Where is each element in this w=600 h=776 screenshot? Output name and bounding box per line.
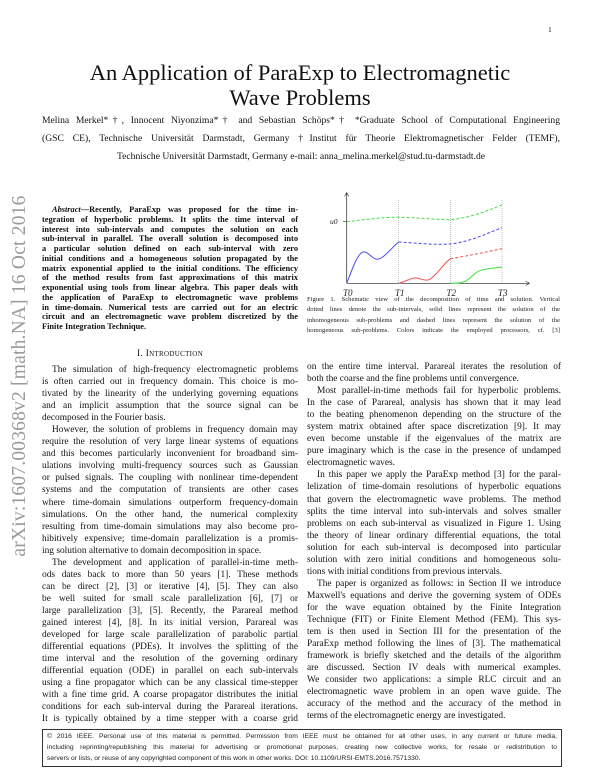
- abstract-line: interest into sub-intervals and computes the solution on each: [42, 224, 298, 234]
- paragraph-line: ulations involving multi-frequency sources such as Gaussian: [42, 461, 298, 472]
- paragraph-line: solution for each sub-interval is decomposed into particular: [307, 542, 561, 553]
- paragraph-line: hibitively expensive; time-domain parallelization is a promis-: [42, 533, 298, 544]
- abstract-text: —Recently, ParaExp was proposed for the time in-: [80, 205, 298, 214]
- paragraph-line: electromagnetic wave problem in an open wave guide. The: [307, 687, 561, 698]
- paragraph-line: In the case of Parareal, analysis has shown that it may lead: [307, 398, 561, 409]
- figure-1-caption: [307, 295, 560, 337]
- paragraph-line: splits the time interval into sub-intervals and solves smaller: [307, 506, 561, 517]
- copyright-line: © 2016 IEEE. Personal use of this material is permitted. Permission from IEEE must be obtained for all other uses, in any current or future media,: [47, 733, 557, 740]
- paragraph-line: to the beating phenomenon depending on the structure of the: [307, 410, 561, 421]
- x-label-t0: T0: [343, 288, 353, 298]
- copyright-line: servers or lists, or reuse of any copyrighted component of this work in other works. DOI: 10.1109/URSI-EMTS.2016.7571330.: [47, 754, 421, 762]
- paragraph-line: We consider two applications: a simple RLC circuit and an: [307, 675, 561, 686]
- inhomogeneous-solution-processor1: [347, 242, 399, 283]
- paragraph-line: electromagnetic waves.: [307, 458, 395, 469]
- copyright-notice-box: [42, 729, 562, 767]
- paragraph-line: conditions for each sub-interval during the Parareal iterations.: [42, 702, 298, 713]
- paragraph-line: are discussed. Section IV deals with numerical examples.: [307, 663, 561, 674]
- paragraph-line: resulting from time-domain simulations may also become pro-: [42, 521, 298, 532]
- paragraph-line: terms of the electromagnetic energy are investigated.: [307, 711, 506, 722]
- title-line: Wave Problems: [229, 85, 371, 110]
- x-label-t3: T3: [498, 288, 508, 298]
- paragraph-line: The paper is organized as follows: in Section II we introduce: [317, 578, 561, 589]
- paragraph-line: The simulation of high-frequency electromagnetic problems: [52, 365, 298, 375]
- abstract-line: Finite Integration Technique.: [42, 322, 147, 331]
- paragraph: [42, 557, 298, 726]
- figure-plot: [300, 190, 560, 300]
- paragraph-line: framework is briefly sketched and the details of the algorithm: [307, 651, 561, 662]
- paragraph-line: lelization of time-domain resolutions of hyperbolic equations: [307, 482, 561, 493]
- paragraph-line: solution with zero initial conditions and homogeneous solu-: [307, 554, 561, 565]
- abstract-line: [42, 205, 298, 215]
- paper-title: [40, 60, 560, 110]
- paragraph-line: that govern the electromagnetic wave problems. The method: [307, 494, 561, 505]
- section-heading-introduction: I. Introduction: [137, 349, 203, 359]
- arxiv-identifier-stamp: arXiv:1607.00368v2 [math.NA] 16 Oct 2016: [9, 195, 30, 557]
- paragraph-line: Most parallel-in-time methods fail for hyperbolic problems.: [317, 386, 561, 397]
- x-label-t1: T1: [395, 288, 405, 298]
- paragraph-line: where time-domain simulations outperform frequency-domain: [42, 497, 298, 508]
- paragraph-line: for the wave equation obtained by the Finite Integration: [307, 602, 561, 613]
- figure-1-schematic: [300, 190, 560, 300]
- paragraph-line: can be direct [2], [3] or iterative [4], [5]. They can also: [42, 581, 298, 592]
- abstract-line: matrix exponential applied to the initial conditions. The efficiency: [42, 263, 298, 273]
- abstract-line: circuit and an electromagnetic wave problem discretized by the: [42, 312, 298, 322]
- author-line: Melina Merkel*†, Innocent Niyonzima*† and Sebastian Schöps*† *Graduate School of Computational Engineering: [42, 115, 560, 126]
- inhomogeneous-solution-processor2: [399, 259, 451, 284]
- abstract-line: the application of ParaExp to electromagnetic wave problems: [42, 292, 298, 302]
- paragraph-line: tions with initial conditions from previous intervals.: [307, 566, 503, 577]
- x-label-t2: T2: [446, 288, 457, 298]
- abstract-line: exponential using tools from linear algebra. This paper deals with: [42, 283, 298, 292]
- right-column-body: [307, 361, 561, 722]
- paragraph-line: on the entire time interval. Parareal iterates the resolution of: [307, 362, 561, 372]
- paragraph-line: or pulsed signals. The coupling with nonlinear time-dependent: [42, 473, 298, 484]
- homogeneous-solution-processor2-dashed: [450, 249, 502, 259]
- paragraph-line: However, the solution of problems in frequency domain may: [52, 425, 298, 436]
- paragraph-line: The development and application of parallel-in-time meth-: [52, 557, 298, 568]
- paragraph: [307, 361, 561, 385]
- caption-line: inhomogeneous sub-problems and dashed lines represent the solution of the: [307, 316, 560, 324]
- paragraph-line: decomposed in the Fourier basis.: [42, 413, 166, 424]
- paragraph-line: using a fine propagator which can be any classical time-stepper: [42, 678, 298, 689]
- page-number: 1: [548, 25, 552, 34]
- paragraph-line: is often carried out in frequency domain. This choice is mo-: [42, 377, 298, 388]
- paragraph-line: differential equations (PDEs). It involves the splitting of the: [42, 642, 298, 653]
- left-column-body: [42, 364, 298, 725]
- paragraph-line: both the coarse and the fine problems until convergence.: [307, 374, 519, 385]
- paragraph-line: simulations. On the other hand, the numerical complexity: [42, 509, 298, 520]
- paragraph-line: system matrix obtained after space discretization [9]. It may: [307, 422, 561, 433]
- paragraph-line: gained interest [4], [8]. In its initial version, Parareal was: [42, 617, 298, 628]
- paragraph-line: tem is then used in Section III for the presentation of the: [307, 627, 561, 638]
- paragraph: [42, 424, 298, 557]
- paragraph-line: systems and the computation of transients are other cases: [42, 485, 298, 496]
- caption-line: homogeneous sub-problems. Colors indicate the employed processors, cf. [3]: [307, 327, 560, 335]
- author-affiliations: [42, 112, 560, 166]
- abstract-line: tegration of hyperbolic problems. It splits the time interval of: [42, 214, 298, 224]
- paragraph-line: developed for large scale parallelization of parabolic partial: [42, 630, 298, 641]
- paragraph: [307, 469, 561, 577]
- caption-line: dotted lines denote the sub-intervals, solid lines represent the solution of the: [307, 306, 560, 314]
- abstract-label: Abstract: [52, 205, 81, 214]
- paragraph-line: the theory of linear ordinary differential equations, the total: [307, 530, 561, 541]
- author-line: (GSC CE), Technische Universität Darmstadt, Germany †Institut für Theorie Elektromagnetischer Felder (TEMF),: [42, 133, 560, 144]
- abstract-line: in time-domain. Numerical tests are carried out for an electric: [42, 302, 298, 312]
- y-label-u0: u0: [330, 217, 338, 226]
- paragraph-line: and this becomes particularly inconvenient for broadband sim-: [42, 449, 298, 460]
- paragraph-line: require the resolution of very large linear systems of equations: [42, 437, 298, 448]
- paragraph-line: tivated by the linearity of the underlying governing equations: [42, 389, 298, 400]
- homogeneous-solution-processor3-dashed: [347, 205, 502, 222]
- paragraph-line: It is typically obtained by a time stepper with a coarse grid: [42, 714, 298, 725]
- paragraph-line: be well suited for small scale parallelization [6], [7] or: [42, 593, 298, 604]
- abstract-line: initial conditions and a homogeneous solution propagated by the: [42, 253, 298, 263]
- copyright-line: including reprinting/republishing this material for advertising or promotional purposes, creating new collective works, for resale or redistribution to: [47, 743, 557, 751]
- paragraph-line: large parallelization [3], [5]. Recently, the Parareal method: [42, 605, 298, 616]
- author-line: Technische Universität Darmstadt, Germany e-mail: anna_melina.merkel@stud.tu-darmstadt.de: [116, 151, 486, 162]
- caption-line: Figure 1. Schematic view of the decomposition of time and solution. Vertical: [307, 296, 560, 303]
- paragraph-line: pure imaginary which is the case in the presence of undamped: [307, 446, 561, 457]
- paragraph-line: Technique (FIT) or Finite Element Method (FEM). This sys-: [307, 614, 561, 625]
- paragraph: [307, 578, 561, 723]
- title-line: An Application of ParaExp to Electromagnetic: [89, 60, 511, 85]
- paragraph-line: time interval and the resolution of the governing ordinary: [42, 654, 298, 665]
- paragraph-line: accuracy of the method and the accuracy of the method in: [307, 699, 561, 710]
- abstract-line: a particular solution defined on each sub-interval with zero: [42, 244, 298, 253]
- inhomogeneous-solution-processor3: [450, 267, 502, 283]
- abstract-line: of the method results from fast approximations of this matrix: [42, 273, 298, 283]
- paragraph-line: ods dates back to more than 50 years [1]. These methods: [42, 569, 298, 580]
- paragraph-line: with a fine time grid. A coarse propagator distributes the initial: [42, 690, 298, 701]
- paragraph-line: and an implicit assumption that the source signal can be: [42, 401, 298, 412]
- paragraph-line: In this paper we apply the ParaExp method [3] for the paral-: [317, 470, 561, 481]
- paragraph: [42, 364, 298, 424]
- paragraph-line: problems on each sub-interval as visualized in Figure 1. Using: [307, 518, 561, 529]
- paragraph-line: ing solution alternative to domain decomposition in space.: [42, 545, 262, 556]
- paragraph-line: Maxwell's equations and derive the governing system of ODEs: [307, 590, 561, 601]
- paragraph-line: differential equation (ODE) in parallel on each sub-intervals: [42, 666, 298, 677]
- paragraph: [307, 385, 561, 469]
- abstract: [42, 205, 298, 332]
- paragraph-line: ParaExp method following the lines of [3]. The mathematical: [307, 639, 561, 650]
- abstract-line: sub-interval in parallel. The overall solution is decomposed into: [42, 234, 298, 244]
- paragraph-line: even become unstable if the eigenvalues of the matrix are: [307, 434, 561, 445]
